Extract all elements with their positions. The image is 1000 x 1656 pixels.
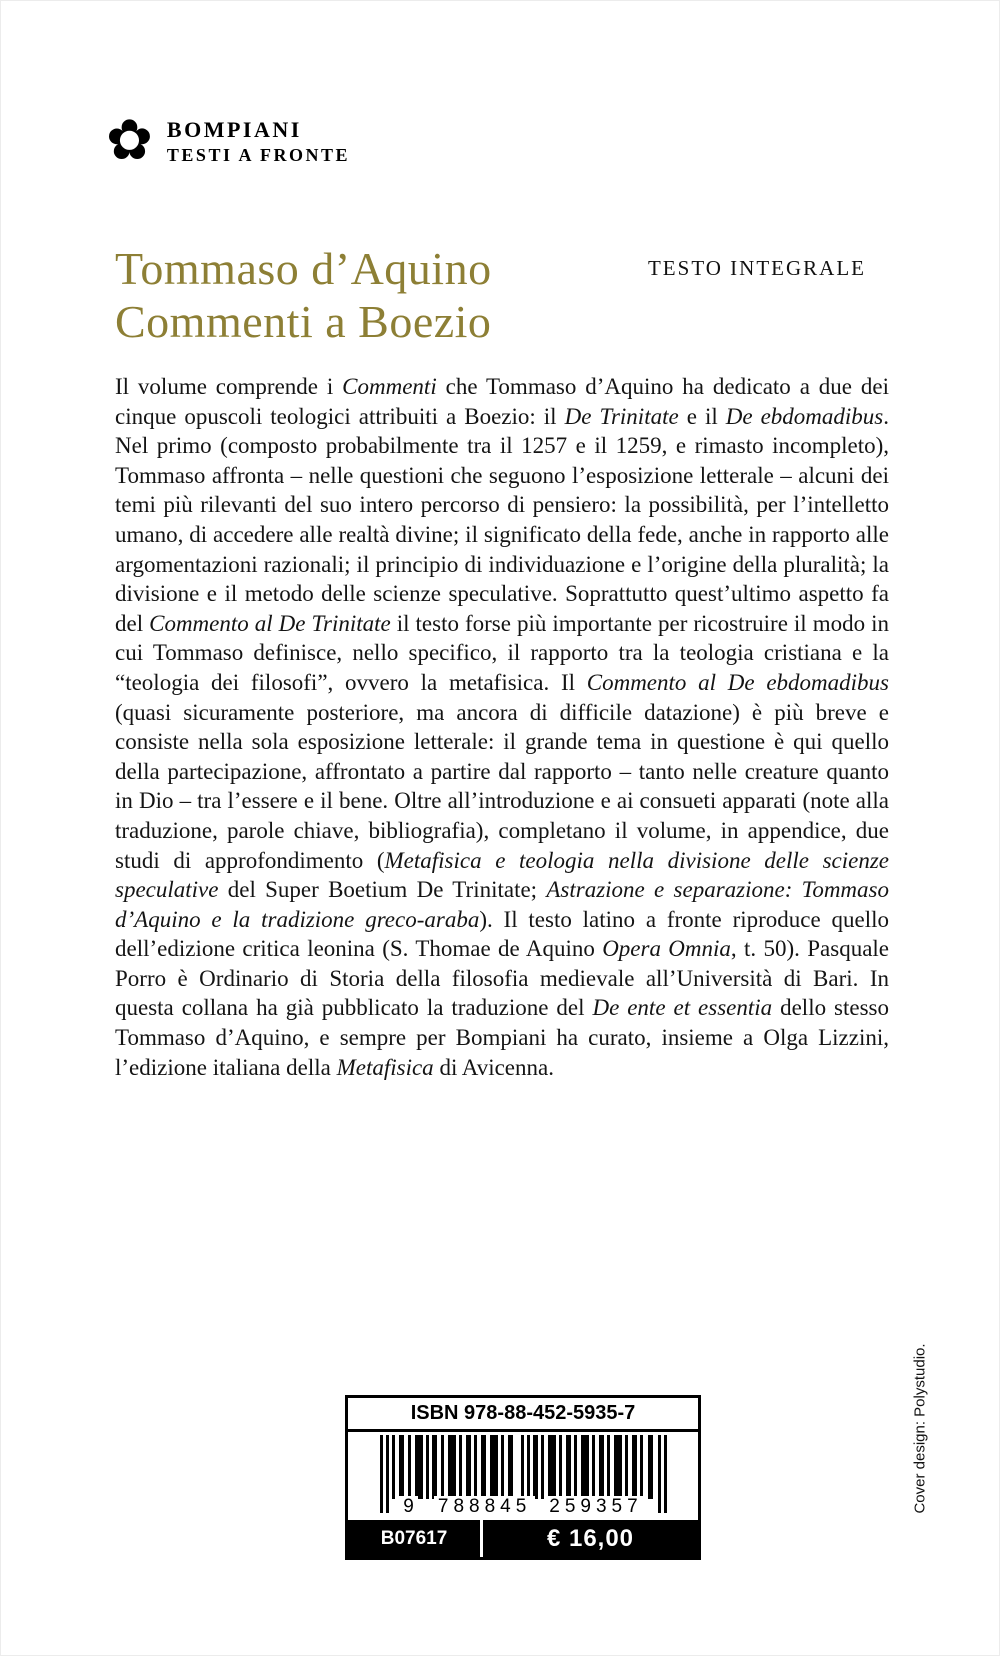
book-title: Commenti a Boezio	[115, 296, 492, 347]
cover-design-credit: Cover design: Polystudio.	[911, 1343, 929, 1514]
publisher-logo	[106, 108, 350, 173]
blurb-segment: Commenti	[342, 374, 437, 399]
barcode-digit-group-1: 788845	[434, 1496, 535, 1518]
blurb-segment: De ente et essentia	[592, 995, 773, 1021]
barcode-digit-group-2: 259357	[545, 1496, 646, 1518]
blurb-segment: . Nel primo (composto probabilmente tra il 1257 e il 1259, e rimasto incompleto), Tommaso affronta – nelle questioni che seguono l’esposizione letterale – alcuni dei temi più rilevanti del suo intero percorso di pensiero: la possibilità, per l’intelletto umano, di accedere alle realtà divine; il significato della fede, anche in rapporto alle argomentazioni razionali; il principio di individuazione e l’origine della pluralità; la divisione e il metodo delle scienze speculative. Soprattutto quest’ultimo aspetto fa del	[115, 403, 890, 636]
blurb-segment: Commento al De ebdomadibus	[586, 669, 889, 695]
publisher-name: BOMPIANI	[166, 117, 302, 142]
blurb-segment: Metafisica	[336, 1054, 434, 1080]
barcode	[348, 1432, 698, 1520]
isbn-label: ISBN 978-88-452-5935-7	[348, 1398, 698, 1432]
blurb-segment: Commento al De Trinitate	[149, 610, 391, 636]
blurb-segment: , t. 50). Pasquale Porro è Ordinario di Storia della filosofia medievale all’Università di Bari. In questa collana ha già pubblicato la traduzione del	[115, 936, 890, 1021]
author-name: Tommaso d’Aquino	[115, 243, 492, 294]
publisher-wordmark	[167, 112, 350, 166]
barcode-module	[345, 1395, 701, 1560]
blurb-segment: Metafisica e teologia nella divisione delle scienze speculative	[115, 847, 889, 903]
blurb-segment: e il	[678, 403, 726, 429]
barcode-digits	[348, 1496, 698, 1518]
blurb-segment: Astrazione e separazione: Tommaso d’Aquino e la tradizione greco-araba	[115, 877, 889, 932]
blurb-segment: di Avicenna.	[433, 1054, 554, 1080]
blurb-segment: ). Il testo latino a fronte riproduce quello dell’edizione critica leonina (S. Thomae de Aquino	[115, 906, 889, 962]
series-name: TESTI A FRONTE	[166, 145, 350, 165]
blurb-segment: De ebdomadibus	[725, 403, 884, 429]
price: € 16,00	[546, 1524, 635, 1552]
blurb-segment: Il volume comprende i	[115, 374, 343, 399]
product-code: B07617	[348, 1520, 483, 1557]
bompiani-rose-icon: ✿	[106, 108, 153, 173]
blurb-segment: del Super Boetium De Trinitate;	[218, 877, 547, 903]
blurb-segment: De Trinitate	[564, 403, 679, 429]
title-block	[115, 242, 492, 348]
back-cover-blurb	[115, 372, 889, 1082]
blurb-segment: il testo forse più importante per ricostruire il modo in cui Tommaso definisce, nello specifico, il rapporto tra la teologia cristiana e la “teologia dei filosofi”, ovvero la metafisica. Il	[115, 610, 889, 695]
barcode-digit-lead: 9	[399, 1496, 418, 1518]
edition-note: TESTO INTEGRALE	[647, 256, 866, 280]
blurb-segment: che Tommaso d’Aquino ha dedicato a due dei cinque opuscoli teologici attribuiti a Boezio: il	[115, 374, 889, 429]
blurb-segment: dello stesso Tommaso d’Aquino, e sempre per Bompiani ha curato, insieme a Olga Lizzini, l’edizione italiana della	[115, 995, 889, 1080]
blurb-segment: (quasi sicuramente posteriore, ma ancora di difficile datazione) è più breve e consiste nella sola esposizione letterale: il grande tema in questione è qui quello della partecipazione, affrontato a partire dal rapporto – tanto nelle creature quanto in Dio – tra l’essere e il bene. Oltre all’introduzione e ai consueti apparati (note alla traduzione, parole chiave, bibliografia), completano il volume, in appendice, due studi di approfondimento (	[115, 699, 889, 873]
blurb-segment: Opera Omnia	[602, 936, 731, 962]
price-band	[348, 1520, 698, 1557]
